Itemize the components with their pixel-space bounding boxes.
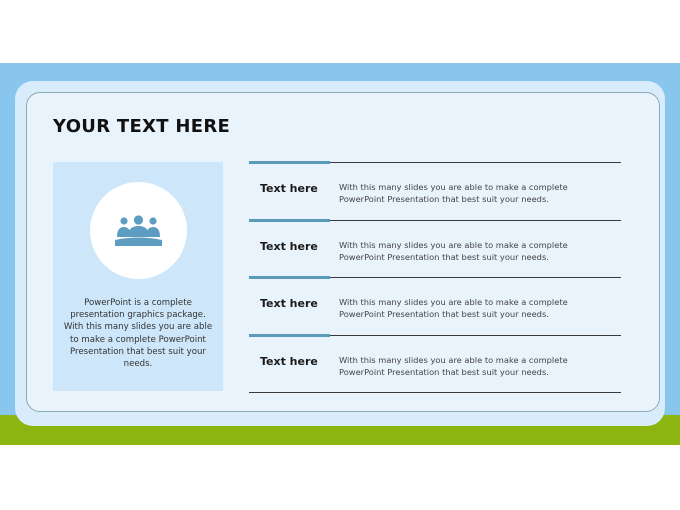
row-description: With this many slides you are able to make a complete PowerPoint Presentation that best suit your needs.: [339, 354, 568, 377]
icon-circle: [90, 182, 187, 279]
row-description: With this many slides you are able to make a complete PowerPoint Presentation that best suit your needs.: [339, 297, 568, 319]
list-item: [249, 220, 621, 278]
slide-title: YOUR TEXT HERE: [53, 116, 231, 137]
left-panel-text: PowerPoint is a complete presentation graphics package. With this many slides you are able to make a complete PowerPoint Presentation that best suit your needs.: [63, 298, 213, 370]
row-heading: Text here: [260, 354, 318, 368]
row-accent-bar: [249, 161, 330, 164]
row-accent-bar: [249, 334, 330, 337]
row-description: With this many slides you are able to make a complete PowerPoint Presentation that best suit your needs.: [339, 239, 568, 262]
row-accent-bar: [249, 276, 330, 279]
row-description: With this many slides you are able to make a complete PowerPoint Presentation that best suit your needs.: [339, 182, 568, 204]
list-item: [249, 335, 621, 393]
list-item: [249, 162, 621, 220]
row-divider-bottom: [249, 392, 621, 393]
content-rows: [249, 162, 621, 392]
row-accent-bar: [249, 219, 330, 222]
group-people-icon: [115, 215, 162, 247]
row-heading: Text here: [260, 182, 318, 195]
row-heading: Text here: [260, 297, 318, 310]
list-item: [249, 277, 621, 335]
row-heading: Text here: [260, 239, 318, 253]
